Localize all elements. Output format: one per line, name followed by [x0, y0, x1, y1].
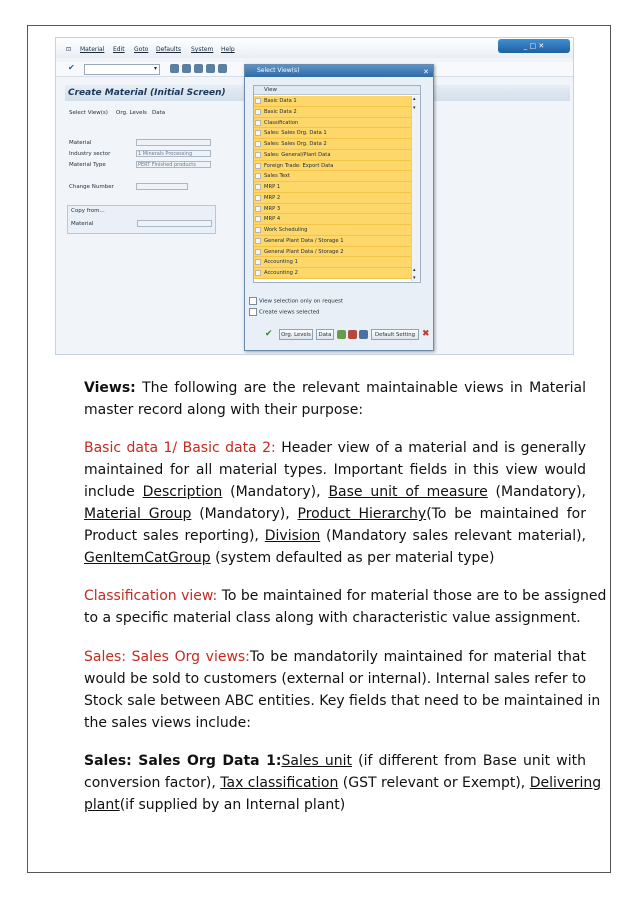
exit-icon[interactable]	[194, 64, 203, 73]
row-selector[interactable]	[255, 259, 261, 265]
select-views-dialog	[244, 64, 434, 351]
print-icon[interactable]	[218, 64, 227, 73]
field-product-hierarchy: Product Hierarchy	[297, 506, 427, 522]
confirm-check-icon[interactable]: ✔	[265, 329, 273, 339]
view-row[interactable]	[254, 107, 412, 118]
text-line: to a specific material class along with characteristic value assignment.	[84, 610, 581, 626]
view-row[interactable]	[254, 214, 412, 225]
menu-help[interactable]: Help	[221, 46, 235, 53]
text-run: (if different from Base unit with	[352, 753, 586, 769]
sales-org-heading: Sales: Sales Org views:	[84, 649, 250, 665]
row-selector[interactable]	[255, 238, 261, 244]
dialog-org-levels-button[interactable]: Org. Levels	[279, 329, 313, 340]
view-row[interactable]	[254, 236, 412, 247]
copy-from-title: Copy from...	[71, 208, 105, 214]
view-label: MRP 1	[264, 184, 281, 190]
material-field[interactable]	[136, 139, 211, 146]
text-line: master record along with their purpose:	[84, 402, 364, 418]
material-type-label: Material Type	[69, 162, 106, 168]
copy-from-frame	[67, 205, 216, 234]
field-tax-classification: Tax classification	[220, 775, 339, 791]
text-line: maintained for all material types. Important fields in this view would	[84, 462, 586, 478]
dialog-title: Select View(s) ✕	[245, 65, 433, 77]
menu-system[interactable]: System	[191, 46, 214, 53]
view-label: General Plant Data / Storage 2	[264, 248, 344, 255]
menu-defaults[interactable]: Defaults	[156, 46, 182, 53]
view-row[interactable]	[254, 225, 412, 236]
view-row[interactable]	[254, 171, 412, 182]
scroll-down-icon[interactable]: ▾	[413, 105, 416, 111]
cancel-x-icon[interactable]: ✖	[422, 329, 430, 339]
field-description: Description	[142, 484, 223, 500]
close-icon[interactable]: ✕	[423, 68, 429, 76]
view-label: Basic Data 1	[264, 98, 297, 104]
row-selector[interactable]	[255, 141, 261, 147]
material-type-select[interactable]: PERT Finished products	[136, 161, 211, 168]
field-plant: plant	[84, 797, 120, 813]
row-selector[interactable]	[255, 206, 261, 212]
row-selector[interactable]	[255, 195, 261, 201]
text-run: Product sales reporting),	[84, 528, 265, 544]
deselect-all-icon[interactable]	[348, 330, 357, 339]
text-run: (system defaulted as per material type)	[210, 550, 495, 566]
view-label: Sales Text	[264, 173, 290, 180]
view-label: Basic Data 2	[264, 108, 297, 115]
text-line: the sales views include:	[84, 715, 251, 731]
view-label: Accounting 2	[264, 270, 298, 276]
view-row[interactable]	[254, 268, 412, 279]
option-view-selection[interactable]: View selection only on request	[249, 297, 343, 305]
basic-data-heading: Basic data 1/ Basic data 2:	[84, 440, 276, 456]
view-label: MRP 3	[264, 205, 281, 212]
row-selector[interactable]	[255, 120, 261, 126]
view-row[interactable]	[254, 139, 412, 150]
views-list	[253, 85, 421, 283]
sap-menu-bar	[56, 38, 573, 58]
option-create-views[interactable]: Create views selected	[249, 308, 320, 316]
back-icon[interactable]	[182, 64, 191, 73]
view-label: Sales: Sales Org. Data 1	[264, 130, 327, 137]
basic-data-paragraph	[84, 437, 586, 569]
text-run: To be maintained for material those are to be assigned	[217, 588, 607, 604]
view-row[interactable]	[254, 204, 412, 215]
field-delivering: Delivering	[529, 775, 602, 791]
text-run: conversion factor),	[84, 775, 221, 791]
row-selector[interactable]	[255, 173, 261, 179]
view-label: MRP 4	[264, 216, 281, 223]
views-heading: Views:	[84, 380, 136, 396]
list-column-header: View	[254, 86, 420, 95]
industry-sector-select[interactable]: 1 Minerals Processing	[136, 150, 211, 157]
industry-sector-label: Industry sector	[69, 151, 111, 157]
text-run: To be mandatorily maintained for material that	[249, 649, 586, 665]
field-material-group: Material Group	[84, 506, 192, 522]
menu-edit[interactable]: Edit	[113, 46, 125, 53]
row-selector[interactable]	[255, 152, 261, 158]
view-label: Sales: General/Plant Data	[264, 151, 331, 158]
text-run: (Mandatory),	[191, 506, 298, 522]
field-division: Division	[264, 528, 321, 544]
view-row[interactable]	[254, 128, 412, 139]
row-selector[interactable]	[255, 163, 261, 169]
view-row[interactable]	[254, 182, 412, 193]
data-button[interactable]: Data	[152, 110, 166, 116]
text-line: would be sold to customers (external or internal). Internal sales refer to	[84, 671, 587, 687]
view-label: Sales: Sales Org. Data 2	[264, 141, 327, 147]
field-sales-unit: Sales unit	[281, 753, 352, 769]
text-run: (if supplied by an Internal plant)	[119, 797, 346, 813]
row-selector[interactable]	[255, 184, 261, 190]
save-setting-icon[interactable]	[359, 330, 368, 339]
change-number-label: Change Number	[69, 184, 114, 190]
view-row[interactable]	[254, 150, 412, 161]
view-row[interactable]	[254, 118, 412, 129]
row-selector[interactable]	[255, 216, 261, 222]
text-run: Header view of a material and is generally	[275, 440, 587, 456]
view-row[interactable]	[254, 257, 412, 268]
dialog-data-button[interactable]: Data	[316, 329, 334, 340]
list-scrollbar[interactable]	[411, 96, 420, 281]
row-selector[interactable]	[255, 98, 261, 104]
row-selector[interactable]	[255, 130, 261, 136]
window-controls[interactable]: _ □ ✕	[498, 39, 570, 53]
row-selector[interactable]	[255, 270, 261, 276]
scroll-up-icon[interactable]: ▴	[413, 267, 416, 273]
default-setting-button[interactable]: Default Setting	[371, 329, 419, 340]
view-label: MRP 2	[264, 194, 281, 201]
sap-menu-icon[interactable]: ⊡	[66, 46, 72, 53]
row-selector[interactable]	[255, 109, 261, 115]
copy-material-field[interactable]	[137, 220, 212, 227]
copy-material-label: Material	[71, 221, 94, 227]
sales-org-paragraph	[84, 646, 601, 734]
text-run: (To be maintained for	[426, 506, 586, 522]
text-run: include	[84, 484, 143, 500]
view-row[interactable]	[254, 96, 412, 107]
field-base-unit: Base unit of measure	[328, 484, 488, 500]
menu-material[interactable]: Material	[80, 46, 105, 53]
classification-paragraph	[84, 585, 607, 629]
screen-title: Create Material (Initial Screen)	[65, 85, 570, 101]
row-selector[interactable]	[255, 249, 261, 255]
view-row[interactable]	[254, 193, 412, 204]
field-genitemcatgroup: GenItemCatGroup	[84, 550, 211, 566]
text-run: (Mandatory),	[222, 484, 329, 500]
menu-goto[interactable]: Goto	[134, 46, 149, 53]
text-run: (GST relevant or Exempt),	[338, 775, 530, 791]
row-selector[interactable]	[255, 227, 261, 233]
sales-org-data1-paragraph	[84, 750, 602, 816]
view-row[interactable]	[254, 161, 412, 172]
scroll-up-icon[interactable]: ▴	[413, 96, 416, 102]
chevron-down-icon[interactable]: ▾	[153, 65, 157, 72]
view-row[interactable]	[254, 247, 412, 258]
save-icon[interactable]	[170, 64, 179, 73]
view-label: Accounting 1	[264, 259, 298, 266]
views-rows	[254, 96, 412, 279]
org-levels-button[interactable]: Org. Levels	[116, 110, 147, 116]
classification-heading: Classification view:	[84, 588, 218, 604]
select-views-button[interactable]: Select View(s)	[69, 110, 108, 116]
view-label: Classification	[264, 119, 299, 126]
view-label: General Plant Data / Storage 1	[264, 237, 344, 244]
view-label: Work Scheduling	[264, 227, 308, 233]
select-all-icon[interactable]	[337, 330, 346, 339]
views-paragraph	[84, 377, 586, 421]
checkbox[interactable]	[249, 308, 257, 316]
text-line: Stock sale between ABC entities. Key fields that need to be maintained in	[84, 693, 601, 709]
text-run: The following are the relevant maintainable views in Material	[135, 380, 586, 396]
sales-org-data1-heading: Sales: Sales Org Data 1:	[84, 753, 282, 769]
cancel-icon[interactable]	[206, 64, 215, 73]
text-run: (Mandatory sales relevant material),	[320, 528, 586, 544]
checkbox[interactable]	[249, 297, 257, 305]
text-run: (Mandatory),	[487, 484, 586, 500]
material-label: Material	[69, 140, 92, 146]
view-label: Foreign Trade: Export Data	[264, 162, 334, 169]
sap-screenshot	[55, 37, 574, 355]
enter-icon[interactable]: ✔	[68, 63, 75, 72]
scroll-down-icon[interactable]: ▾	[413, 275, 416, 281]
command-field[interactable]	[84, 64, 160, 75]
change-number-field[interactable]	[136, 183, 188, 190]
